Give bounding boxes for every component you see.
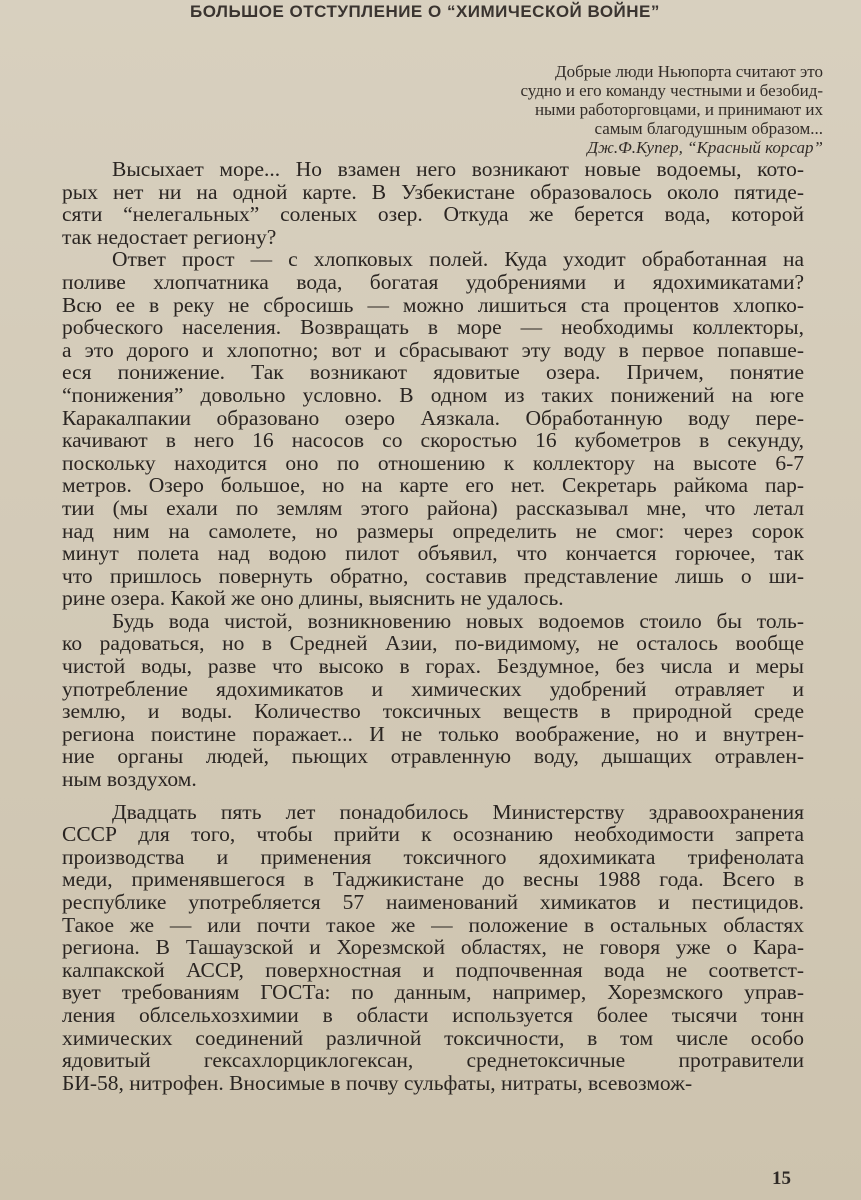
text-line: Такое же — или почти такое же — положение в остальных областях bbox=[62, 912, 804, 937]
text-line: что пришлось повернуть обратно, составив представление лишь о ши- bbox=[62, 563, 804, 588]
text-line: региона поистине поражает... И не только воображение, но и внутрен- bbox=[62, 721, 804, 746]
text-line: БИ-58, нитрофен. Вносимые в почву сульфаты, нитраты, всевозмож- bbox=[62, 1070, 693, 1095]
running-header: БОЛЬШОЕ ОТСТУПЛЕНИЕ О “ХИМИЧЕСКОЙ ВОЙНЕ” bbox=[190, 2, 660, 21]
text-line: Каракалпакии образовано озеро Аязкала. Обработанную воду пере- bbox=[62, 405, 804, 430]
text-line: рине озера. Какой же оно длины, выяснить не удалось. bbox=[62, 586, 564, 611]
text-line: ко радоваться, но в Средней Азии, по-видимому, не осталось вообще bbox=[62, 631, 804, 656]
text-line: вует требованиям ГОСТа: по данным, например, Хорезмского управ- bbox=[62, 980, 804, 1005]
text-line: а это дорого и хлопотно; вот и сбрасывают эту воду в первое попавше- bbox=[62, 337, 804, 362]
text-line: ядовитый гексахлорциклогексан, среднетоксичные протравители bbox=[62, 1048, 804, 1073]
text-line: над ним на самолете, но размеры определить не смог: через сорок bbox=[62, 518, 804, 543]
text-line: метров. Озеро большое, но на карте его нет. Секретарь райкома пар- bbox=[62, 473, 804, 498]
page-number: 15 bbox=[772, 1168, 791, 1189]
epigraph-line: Добрые люди Ньюпорта считают это bbox=[554, 62, 823, 81]
text-line: ным воздухом. bbox=[62, 767, 197, 792]
text-line: меди, применявшегося в Таджикистане до весны 1988 года. Всего в bbox=[62, 867, 804, 892]
text-line: Ответ прост — с хлопковых полей. Куда уходит обработанная на bbox=[112, 247, 804, 272]
epigraph-line: самым благодушным образом... bbox=[594, 119, 823, 138]
text-line: республике употребляется 57 наименований химикатов и пестицидов. bbox=[62, 890, 804, 914]
text-line: чистой воды, разве что высоко в горах. Бездумное, без числа и меры bbox=[62, 654, 804, 679]
text-line: химических соединений различной токсичности, в том числе особо bbox=[62, 1025, 804, 1050]
epigraph-line: судно и его команду честными и безобид- bbox=[520, 81, 823, 100]
paragraph bbox=[62, 158, 804, 248]
text-line: Высыхает море... Но взамен него возникают новые водоемы, кото- bbox=[112, 157, 804, 181]
text-line: робческого населения. Возвращать в море — необходимы коллекторы, bbox=[62, 315, 804, 340]
text-line: землю, и воды. Количество токсичных веществ в природной среде bbox=[62, 699, 804, 724]
text-line: сяти “нелегальных” соленых озер. Откуда же берется вода, которой bbox=[62, 202, 804, 227]
text-line: Будь вода чистой, возникновению новых водоемов стоило бы толь- bbox=[112, 608, 804, 633]
text-line: калпакской АССР, поверхностная и подпочвенная вода не соответст- bbox=[62, 957, 804, 982]
text-line: поскольку находится оно по отношению к коллектору на высоте 6-7 bbox=[62, 450, 804, 475]
text-line: региона. В Ташаузской и Хорезмской областях, не говоря уже о Кара- bbox=[62, 935, 804, 960]
epigraph-attribution: Дж.Ф.Купер, “Красный корсар” bbox=[587, 138, 823, 157]
paragraph bbox=[62, 248, 804, 610]
paragraph bbox=[62, 801, 804, 1095]
text-line: употребление ядохимикатов и химических удобрений отравляет и bbox=[62, 676, 804, 701]
text-line: ления облсельхозхимии в области используется более тысячи тонн bbox=[62, 1002, 804, 1027]
text-line: поливе хлопчатника вода, богатая удобрениями и ядохимикатами? bbox=[62, 269, 804, 294]
text-line: Всю ее в реку не сбросишь — можно лишиться ста процентов хлопко- bbox=[62, 292, 804, 317]
text-line: рых нет ни на одной карте. В Узбекистане образовалось около пятиде- bbox=[62, 179, 804, 204]
text-line: ние органы людей, пьющих отравленную воду, дышащих отравлен- bbox=[62, 744, 804, 769]
text-line: минут полета над водою пилот объявил, что кончается горючее, так bbox=[62, 541, 804, 566]
text-line: СССР для того, чтобы прийти к осознанию необходимости запрета bbox=[62, 822, 804, 847]
text-line: Двадцать пять лет понадобилось Министерству здравоохранения bbox=[112, 799, 804, 824]
text-line: качивают в него 16 насосов со скоростью 16 кубометров в секунду, bbox=[62, 428, 804, 453]
epigraph bbox=[478, 62, 823, 157]
text-line: производства и применения токсичного ядохимиката трифенолата bbox=[62, 844, 804, 869]
body-text bbox=[62, 158, 804, 1094]
text-line: еся понижение. Так возникают ядовитые озера. Причем, понятие bbox=[62, 360, 804, 385]
paragraph bbox=[62, 610, 804, 791]
text-line: тии (мы ехали по землям этого района) рассказывал мне, что летал bbox=[62, 495, 804, 520]
text-line: так недостает региону? bbox=[62, 224, 277, 249]
epigraph-line: ными работорговцами, и принимают их bbox=[534, 100, 823, 119]
text-line: “понижения” довольно условно. В одном из таких понижений на юге bbox=[62, 382, 804, 407]
